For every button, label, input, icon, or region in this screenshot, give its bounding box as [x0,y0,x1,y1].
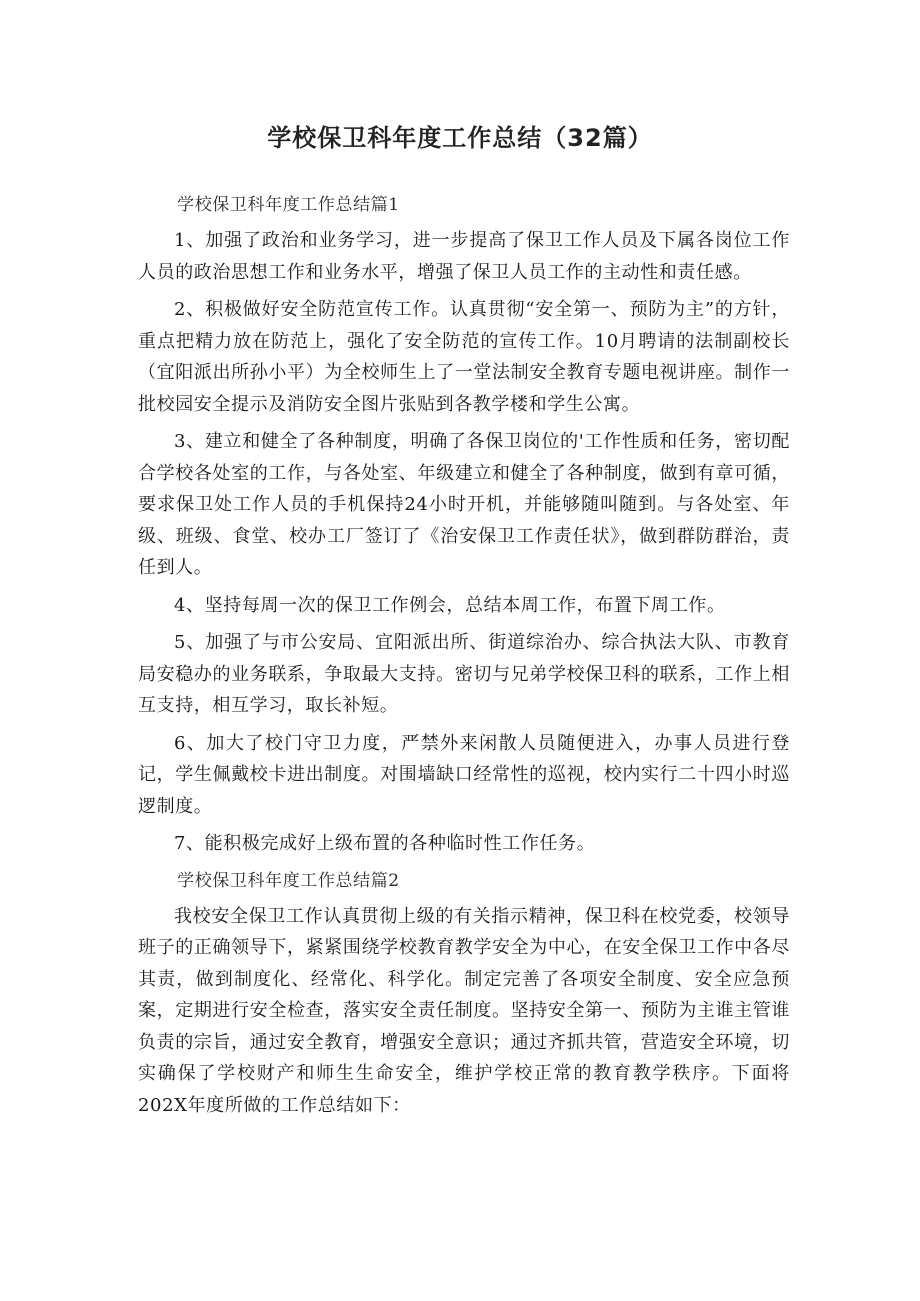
document-title: 学校保卫科年度工作总结（32篇） [267,124,653,152]
paragraph: 我校安全保卫工作认真贯彻上级的有关指示精神，保卫科在校党委，校领导班子的正确领导下，紧紧围绕学校教育教学安全为中心，在安全保卫工作中各尽其责，做到制度化、经常化、科学化。制定完善了各项安全制度、安全应急预案，定期进行安全检查，落实安全责任制度。坚持安全第一、预防为主谁主管谁负责的宗旨，通过安全教育，增强安全意识；通过齐抓共管，营造安全环境，切实确保了学校财产和师生生命安全，维护学校正常的教育教学秩序。下面将202X年度所做的工作总结如下： [138,905,790,1116]
paragraph: 2、积极做好安全防范宣传工作。认真贯彻“安全第一、预防为主”的方针，重点把精力放在防范上，强化了安全防范的宣传工作。10月聘请的法制副校长（宜阳派出所孙小平）为全校师生上了一堂法制安全教育专题电视讲座。制作一批校园安全提示及消防安全图片张贴到各教学楼和学生公寓。 [138,299,790,415]
paragraph: 3、建立和健全了各种制度，明确了各保卫岗位的'工作性质和任务，密切配合学校各处室的工作，与各处室、年级建立和健全了各种制度，做到有章可循，要求保卫处工作人员的手机保持24小时开机，并能够随叫随到。与各处室、年级、班级、食堂、校办工厂签订了《治安保卫工作责任状》，做到群防群治，责任到人。 [138,431,790,578]
section-heading: 学校保卫科年度工作总结篇1 [177,195,400,215]
paragraph: 4、坚持每周一次的保卫工作例会，总结本周工作，布置下周工作。 [174,594,726,616]
paragraph: 6、加大了校门守卫力度，严禁外来闲散人员随便进入，办事人员进行登记，学生佩戴校卡进出制度。对围墙缺口经常性的巡视，校内实行二十四小时巡逻制度。 [138,732,790,817]
document-body [138,190,790,1127]
section-heading: 学校保卫科年度工作总结篇2 [177,870,400,891]
paragraph: 5、加强了与市公安局、宜阳派出所、街道综治办、综合执法大队、市教育局安稳办的业务联系，争取最大支持。密切与兄弟学校保卫科的联系，工作上相互支持，相互学习，取长补短。 [138,632,790,716]
paragraph: 1、加强了政治和业务学习，进一步提高了保卫工作人员及下属各岗位工作人员的政治思想工作和业务水平，增强了保卫人员工作的主动性和责任感。 [138,230,790,283]
paragraph: 7、能积极完成好上级布置的各种临时性工作任务。 [174,833,596,854]
